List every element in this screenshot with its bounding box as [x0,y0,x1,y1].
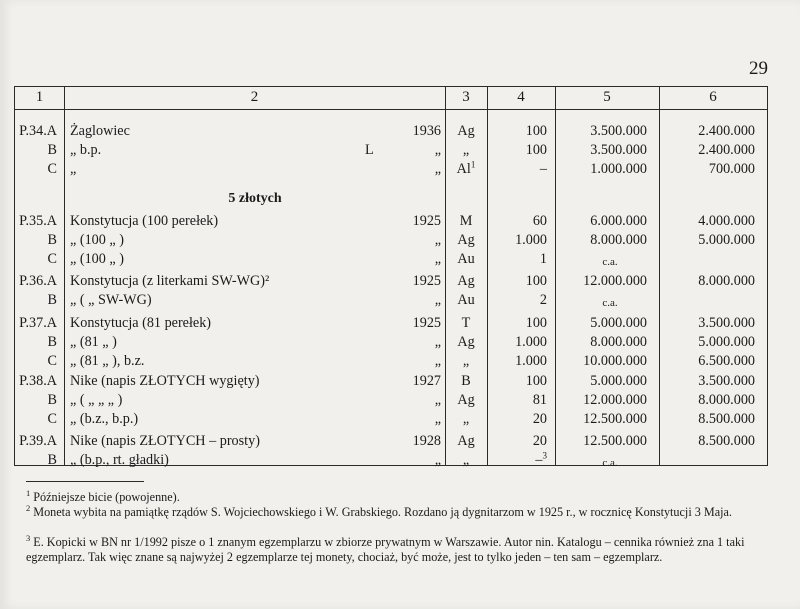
column-divider [659,87,660,465]
footnote-rule [26,481,144,482]
coin-description: „ (b.p., rt. gładki) [70,452,169,468]
cat-number: C [47,251,57,267]
price-2: 8.500.000 [698,411,755,427]
footnote-2 [26,501,766,520]
coin-description: Konstytucja (z literkami SW-WG)² [70,273,270,289]
column-header-1: 1 [35,89,44,105]
mark: L [365,142,374,158]
price-1: 12.500.000 [583,411,647,427]
price-2: 2.400.000 [698,142,755,158]
coin-description: „ (81 „ ) [70,334,117,350]
column-header-4: 4 [517,89,525,105]
metal: „ [462,142,470,158]
cat-number: P.36.A [19,273,57,289]
price-1: 3.500.000 [590,123,647,139]
year: „ [434,251,441,267]
year: „ [434,232,441,248]
price-1: c.a. [602,457,618,469]
column-header-3: 3 [462,89,470,105]
year: 1925 [412,315,441,331]
mintage: 1 [539,251,547,267]
footnote-3 [26,531,766,564]
mintage: 100 [525,142,547,158]
metal: T [461,315,471,331]
mintage: 1.000 [515,232,547,248]
cat-number: P.39.A [19,433,57,449]
section-heading: 5 złotych [228,191,282,206]
metal: „ [462,353,470,369]
footnote-text: Moneta wybita na pamiątkę rządów S. Wojciechowskiego i W. Grabskiego. Rozdano ją dygnitarzom w 1925 r., w rocznicę Konstytucji 3 Maja. [33,505,732,520]
price-2: 8.500.000 [698,433,755,449]
price-1: 5.000.000 [590,315,647,331]
page-number: 29 [749,58,768,79]
coin-description: „ (100 „ ) [70,232,124,248]
price-2: 8.000.000 [698,392,755,408]
price-1: 8.000.000 [590,334,647,350]
mintage: 1.000 [515,353,547,369]
cat-number: B [47,142,57,158]
metal: Ag [457,123,475,139]
price-1: 6.000.000 [590,213,647,229]
coin-description: Konstytucja (100 perełek) [70,213,219,229]
price-2: 700.000 [708,161,755,177]
column-divider [555,87,556,465]
mintage: 2 [539,292,547,308]
coin-catalog-table [14,86,768,469]
year: 1925 [412,273,441,289]
year: 1936 [412,123,441,139]
year: „ [434,292,441,308]
coin-description: Żaglowiec [70,123,130,139]
column-header-6: 6 [709,89,717,105]
cat-number: P.38.A [19,373,57,389]
year: „ [434,392,441,408]
coin-description: „ (100 „ ) [70,251,124,267]
cat-number: C [47,411,57,427]
cat-number: B [47,232,57,248]
footnote-number: 1 [26,488,31,498]
price-1: c.a. [602,297,618,309]
price-1: 1.000.000 [590,161,647,177]
coin-description: Nike (napis ZŁOTYCH – prosty) [70,433,260,449]
year: „ [434,161,441,177]
price-1: 10.000.000 [583,353,647,369]
mintage: 20 [532,411,547,427]
metal-symbol: Al [456,161,471,177]
cat-number: C [47,353,57,369]
price-1: 12.000.000 [583,273,647,289]
year: „ [434,142,441,158]
coin-description: „ (b.z., b.p.) [70,411,139,427]
mintage [493,452,547,469]
column-header-5: 5 [603,89,611,105]
mintage: – [539,161,547,177]
metal [445,161,487,178]
mintage: 81 [532,392,547,408]
year: „ [434,353,441,369]
year: 1927 [412,373,441,389]
column-divider [64,87,65,465]
price-2: 3.500.000 [698,315,755,331]
footnote-number: 2 [26,503,31,513]
price-2: 3.500.000 [698,373,755,389]
mintage: 100 [525,315,547,331]
coin-description: „ ( „ SW-WG) [70,292,152,308]
cat-number: B [47,334,57,350]
metal: Ag [457,232,475,248]
price-1: c.a. [602,256,618,268]
year: „ [434,334,441,350]
coin-description: Nike (napis ZŁOTYCH wygięty) [70,373,260,389]
metal: M [459,213,473,229]
column-divider [487,87,488,465]
metal: Ag [457,433,475,449]
cat-number: P.35.A [19,213,57,229]
year: 1925 [412,213,441,229]
footnote-text: Późniejsze bicie (powojenne). [33,490,180,505]
price-1: 5.000.000 [590,373,647,389]
coin-description: „ ( „ „ „ ) [70,392,123,408]
mintage: 100 [525,123,547,139]
price-2: 4.000.000 [698,213,755,229]
cat-number: B [47,392,57,408]
price-2: 5.000.000 [698,232,755,248]
metal: Ag [457,392,475,408]
header-divider [15,109,767,110]
coin-description: „ [70,161,77,177]
footnote-text: E. Kopicki w BN nr 1/1992 pisze o 1 znanym egzemplarzu w zbiorze prywatnym w Warszawie. Autor nin. Katalogu – cennika również zna 1 taki egzemplarz. Tak więc znane są najwyżej 2 egzemplarze tej monety, chociaż, być może, jest to tylko jeden – ten sam – egzemplarz. [26,535,745,564]
coin-description: „ (81 „ ), b.z. [70,353,145,369]
mintage: 60 [532,213,547,229]
cat-number: B [47,292,57,308]
footnote-number: 3 [26,533,31,543]
price-2: 5.000.000 [698,334,755,350]
cat-number: B [47,452,57,468]
column-header-2: 2 [250,89,259,105]
mintage: 20 [532,433,547,449]
cat-number: C [47,161,57,177]
price-1: 12.000.000 [583,392,647,408]
superscript-note: 1 [470,159,476,170]
mintage: 100 [525,373,547,389]
metal: Au [457,292,475,308]
metal: „ [462,411,470,427]
price-2: 6.500.000 [698,353,755,369]
mintage: 100 [525,273,547,289]
cat-number: P.34.A [19,123,57,139]
year: „ [434,411,441,427]
metal: Ag [457,334,475,350]
price-2: 2.400.000 [698,123,755,139]
price-1: 8.000.000 [590,232,647,248]
year: „ [434,452,441,468]
cat-number: P.37.A [19,315,57,331]
metal: Au [457,251,475,267]
price-1: 12.500.000 [583,433,647,449]
price-2: 8.000.000 [698,273,755,289]
price-1: 3.500.000 [590,142,647,158]
metal: „ [462,452,470,468]
superscript-note: 3 [542,450,547,461]
coin-description: „ b.p. [70,142,102,158]
metal: Ag [457,273,475,289]
metal: B [461,373,471,389]
coin-description: Konstytucja (81 perełek) [70,315,212,331]
year: 1928 [412,433,441,449]
mintage-value: – [535,452,543,468]
mintage: 1.000 [515,334,547,350]
